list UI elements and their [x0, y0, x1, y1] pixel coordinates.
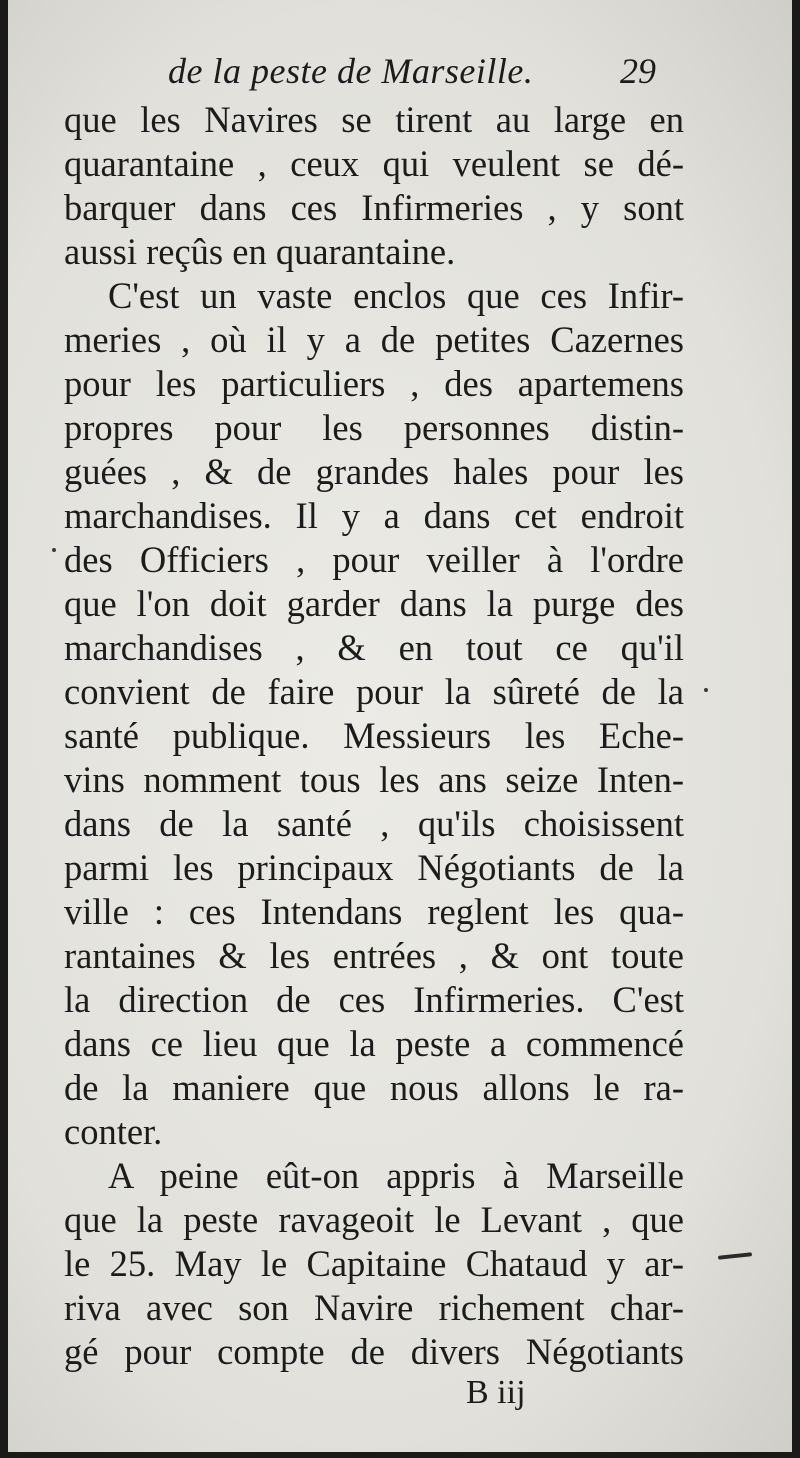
text-line: la direction de ces Infirmeries. C'est	[64, 979, 684, 1020]
margin-dot	[704, 688, 708, 692]
text-line: que la peste ravageoit le Levant , que	[64, 1199, 684, 1240]
text-line: le 25. May le Capitaine Chataud y ar-	[64, 1243, 684, 1284]
text-line: gé pour compte de divers Négotiants	[64, 1331, 684, 1372]
text-line: barquer dans ces Infirmeries , y sont	[64, 187, 684, 228]
text-line: guées , & de grandes hales pour les	[64, 451, 684, 492]
text-line: que les Navires se tirent au large en	[64, 99, 684, 140]
text-line: ville : ces Intendans reglent les qua-	[64, 891, 684, 932]
signature-mark: B iij	[466, 1374, 526, 1411]
margin-dot	[52, 548, 56, 552]
text-line: des Officiers , pour veiller à l'ordre	[64, 539, 684, 580]
text-line: marchandises. Il y a dans cet endroit	[64, 495, 684, 536]
text-line: dans de la santé , qu'ils choisissent	[64, 803, 684, 844]
text-line: vins nomment tous les ans seize Inten-	[64, 759, 684, 800]
text-line: propres pour les personnes distin-	[64, 407, 684, 448]
page-number: 29	[620, 51, 656, 91]
text-line: que l'on doit garder dans la purge des	[64, 583, 684, 624]
margin-mark	[718, 1252, 752, 1260]
text-line: riva avec son Navire richement char-	[64, 1287, 684, 1328]
text-line: meries , où il y a de petites Cazernes	[64, 319, 684, 360]
text-line: convient de faire pour la sûreté de la	[64, 671, 684, 712]
book-page	[8, 0, 792, 1452]
text-line: pour les particuliers , des apartemens	[64, 363, 684, 404]
text-line: conter.	[64, 1111, 163, 1152]
text-line: C'est un vaste enclos que ces Infir-	[108, 275, 684, 316]
text-line: marchandises , & en tout ce qu'il	[64, 627, 684, 668]
text-line: quarantaine , ceux qui veulent se dé-	[64, 143, 684, 184]
text-line: A peine eût-on appris à Marseille	[108, 1155, 684, 1196]
running-head: de la peste de Marseille.	[168, 51, 534, 91]
text-line: de la maniere que nous allons le ra-	[64, 1067, 684, 1108]
text-line: santé publique. Messieurs les Eche-	[64, 715, 684, 756]
text-line: aussi reçûs en quarantaine.	[64, 231, 456, 272]
text-line: dans ce lieu que la peste a commencé	[64, 1023, 684, 1064]
text-line: parmi les principaux Négotiants de la	[64, 847, 684, 888]
text-line: rantaines & les entrées , & ont toute	[64, 935, 684, 976]
